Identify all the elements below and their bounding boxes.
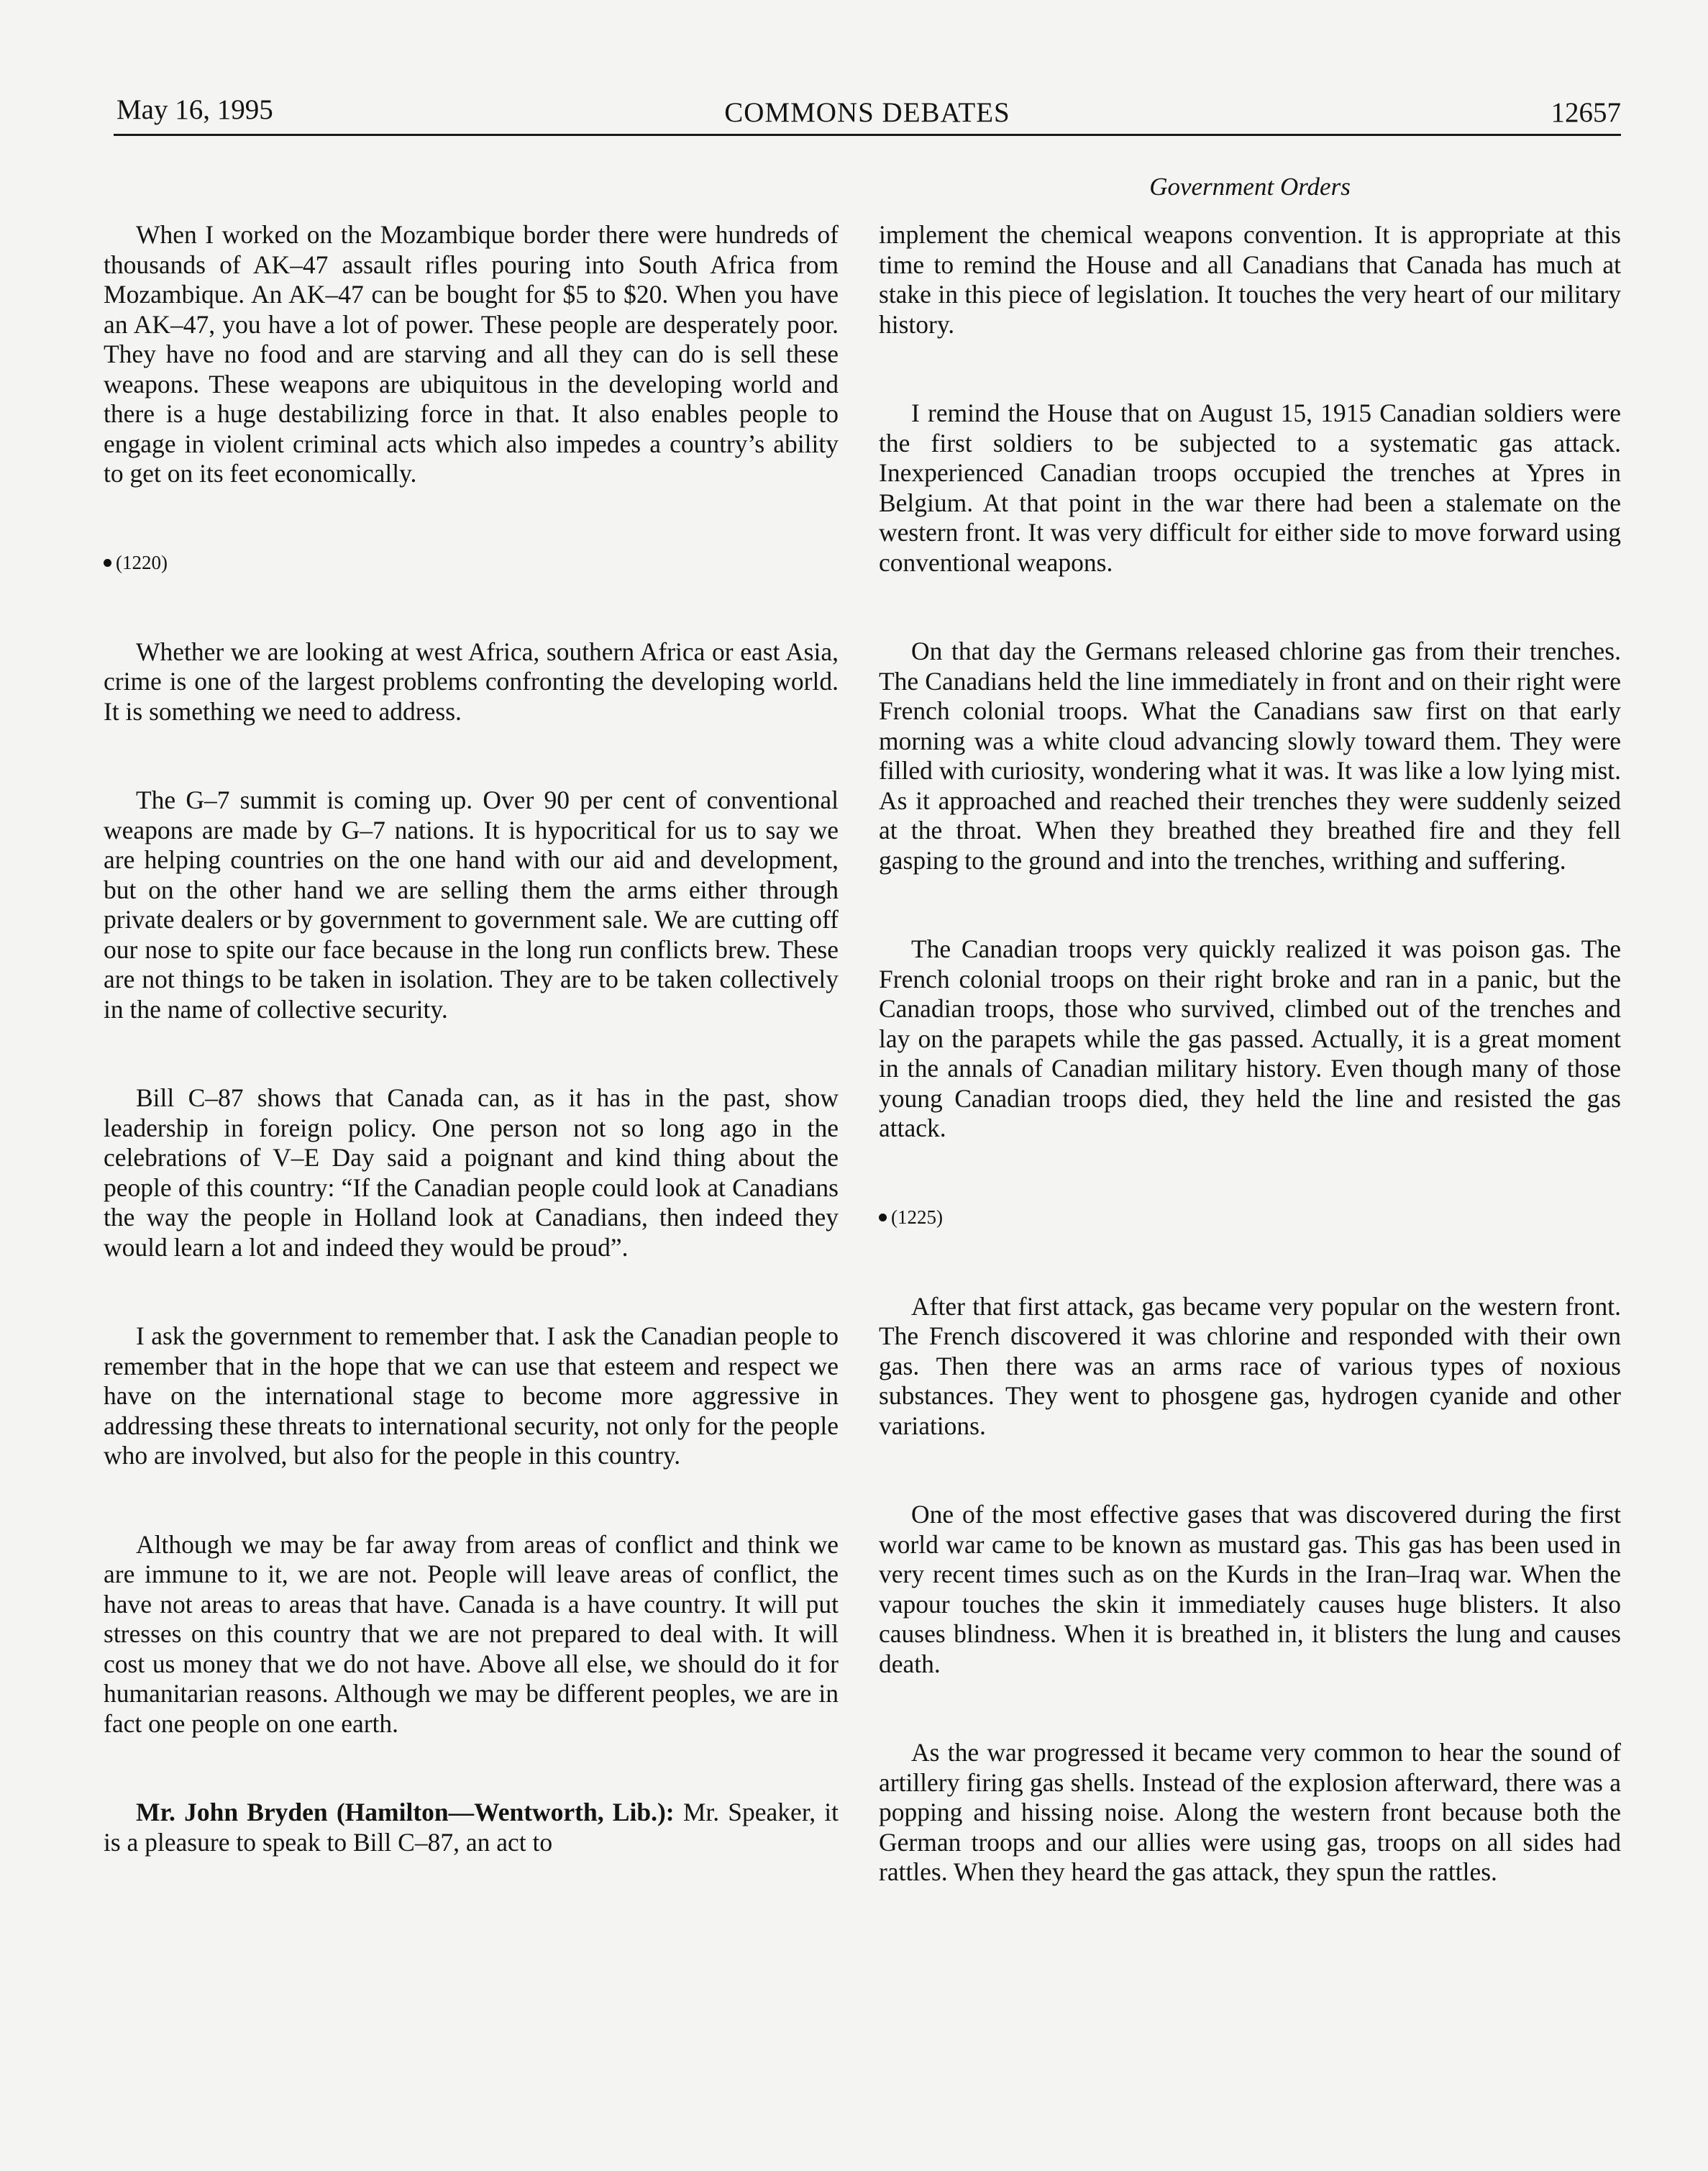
left-paragraph-7 [104, 1798, 839, 1857]
left-paragraph-1: When I worked on the Mozambique border there were hundreds of thousands of AK–47 assault rifles pouring into South Africa from Mozambique. An AK–47 can be bought for $5 to $20. When you have an AK–47, you have a lot of power. These people are desperately poor. They have no food and are starving and all they can do is sell these weapons. These weapons are ubiquitous in the developing world and there is a huge destabilizing force in that. It also enables people to engage in violent criminal acts which also impedes a country’s ability to get on its feet economically. [104, 220, 839, 488]
right-column [879, 220, 1621, 1947]
right-paragraph-3: On that day the Germans released chlorine gas from their trenches. The Canadians held the line immediately in front and on their right were French colonial troops. What the Canadians saw first on that early morning was a white cloud advancing slowly toward them. They were filled with curiosity, wondering what it was. It was like a low lying mist. As it approached and reached their trenches they were suddenly seized at the throat. When they breathed they breathed fire and they fell gasping to the ground and into the trenches, writhing and suffering. [879, 637, 1621, 875]
bullet-icon [879, 1214, 887, 1221]
left-paragraph-6: Although we may be far away from areas of conflict and think we are immune to it, we are not. People will leave areas of conflict, the have not areas to areas that have. Canada is a have country. It will put stresses on this country that we are not prepared to deal with. It will cost us money that we do not have. Above all else, we should do it for humanitarian reasons. Although we may be different peoples, we are in fact one people on one earth. [104, 1529, 839, 1738]
time-marker-1220 [104, 548, 839, 577]
right-paragraph-5: After that first attack, gas became very popular on the western front. The French discovered it was chlorine and responded with their own gas. Then there was an arms race of various types of noxious substances. They went to phosgene gas, hydrogen cyanide and other variations. [879, 1291, 1621, 1440]
left-column [104, 220, 839, 1916]
time-marker-text: (1220) [116, 551, 168, 573]
right-paragraph-4: The Canadian troops very quickly realized it was poison gas. The French colonial troops on their right broke and ran in a panic, but the Canadian troops, those who survived, climbed out of the trenches and lay on the parapets while the gas passed. Actually, it is a great moment in the annals of Canadian military history. Even though many of those young Canadian troops died, they held the line and resisted the gas attack. [879, 934, 1621, 1142]
right-paragraph-6: One of the most effective gases that was discovered during the first world war came to be known as mustard gas. This gas has been used in very recent times such as on the Kurds in the Iran–Iraq war. When the vapour touches the skin it immediately causes huge blisters. It also causes blindness. When it is breathed in, it blisters the lung and causes death. [879, 1500, 1621, 1678]
speaker-name: Mr. John Bryden (Hamilton—Wentworth, Lib.): [136, 1798, 675, 1826]
speaker-text: Mr. Speaker, it is a pleasure to speak to Bill C–87, an act to [104, 1798, 839, 1857]
header-rule [114, 134, 1621, 136]
header-date: May 16, 1995 [117, 94, 273, 125]
right-paragraph-1: implement the chemical weapons convention. It is appropriate at this time to remind the House and all Canadians that Canada has much at stake in this piece of legislation. It touches the very heart of our military history. [879, 220, 1621, 339]
header-title: COMMONS DEBATES [724, 97, 1010, 128]
page-number: 12657 [1551, 97, 1621, 128]
left-paragraph-5: I ask the government to remember that. I ask the Canadian people to remember that in the hope that we can use that esteem and respect we have on the international stage to become more aggressive in addressing these threats to international security, not only for the people who are involved, but also for the people in this country. [104, 1321, 839, 1470]
section-label: Government Orders [1149, 173, 1351, 201]
bullet-icon [104, 559, 111, 567]
left-paragraph-3: The G–7 summit is coming up. Over 90 per cent of conventional weapons are made by G–7 nations. It is hypocritical for us to say we are helping countries on the one hand with our aid and development, but on the other hand we are selling them the arms either through private dealers or by government to government sale. We are cutting off our nose to spite our face because in the long run conflicts brew. These are not things to be taken in isolation. They are to be taken collectively in the name of collective security. [104, 786, 839, 1024]
right-paragraph-2: I remind the House that on August 15, 1915 Canadian soldiers were the first soldiers to be subjected to a systematic gas attack. Inexperienced Canadian troops occupied the trenches at Ypres in Belgium. At that point in the war there had been a stalemate on the western front. It was very difficult for either side to move forward using conventional weapons. [879, 399, 1621, 577]
time-marker-1225 [879, 1203, 1621, 1232]
left-paragraph-2: Whether we are looking at west Africa, southern Africa or east Asia, crime is one of the largest problems confronting the developing world. It is something we need to address. [104, 637, 839, 726]
page-header [114, 88, 1621, 132]
right-paragraph-7: As the war progressed it became very common to hear the sound of artillery firing gas shells. Instead of the explosion afterward, there was a popping and hissing noise. Along the western front because both the German troops and our allies were using gas, troops on all sides had rattles. When they heard the gas attack, they spun the rattles. [879, 1738, 1621, 1886]
time-marker-text: (1225) [891, 1206, 943, 1228]
left-paragraph-4: Bill C–87 shows that Canada can, as it has in the past, show leadership in foreign policy. One person not so long ago in the celebrations of V–E Day said a poignant and kind thing about the people of this country: “If the Canadian people could look at Canadians the way the people in Holland look at Canadians, then indeed they would learn a lot and indeed they would be proud”. [104, 1083, 839, 1262]
